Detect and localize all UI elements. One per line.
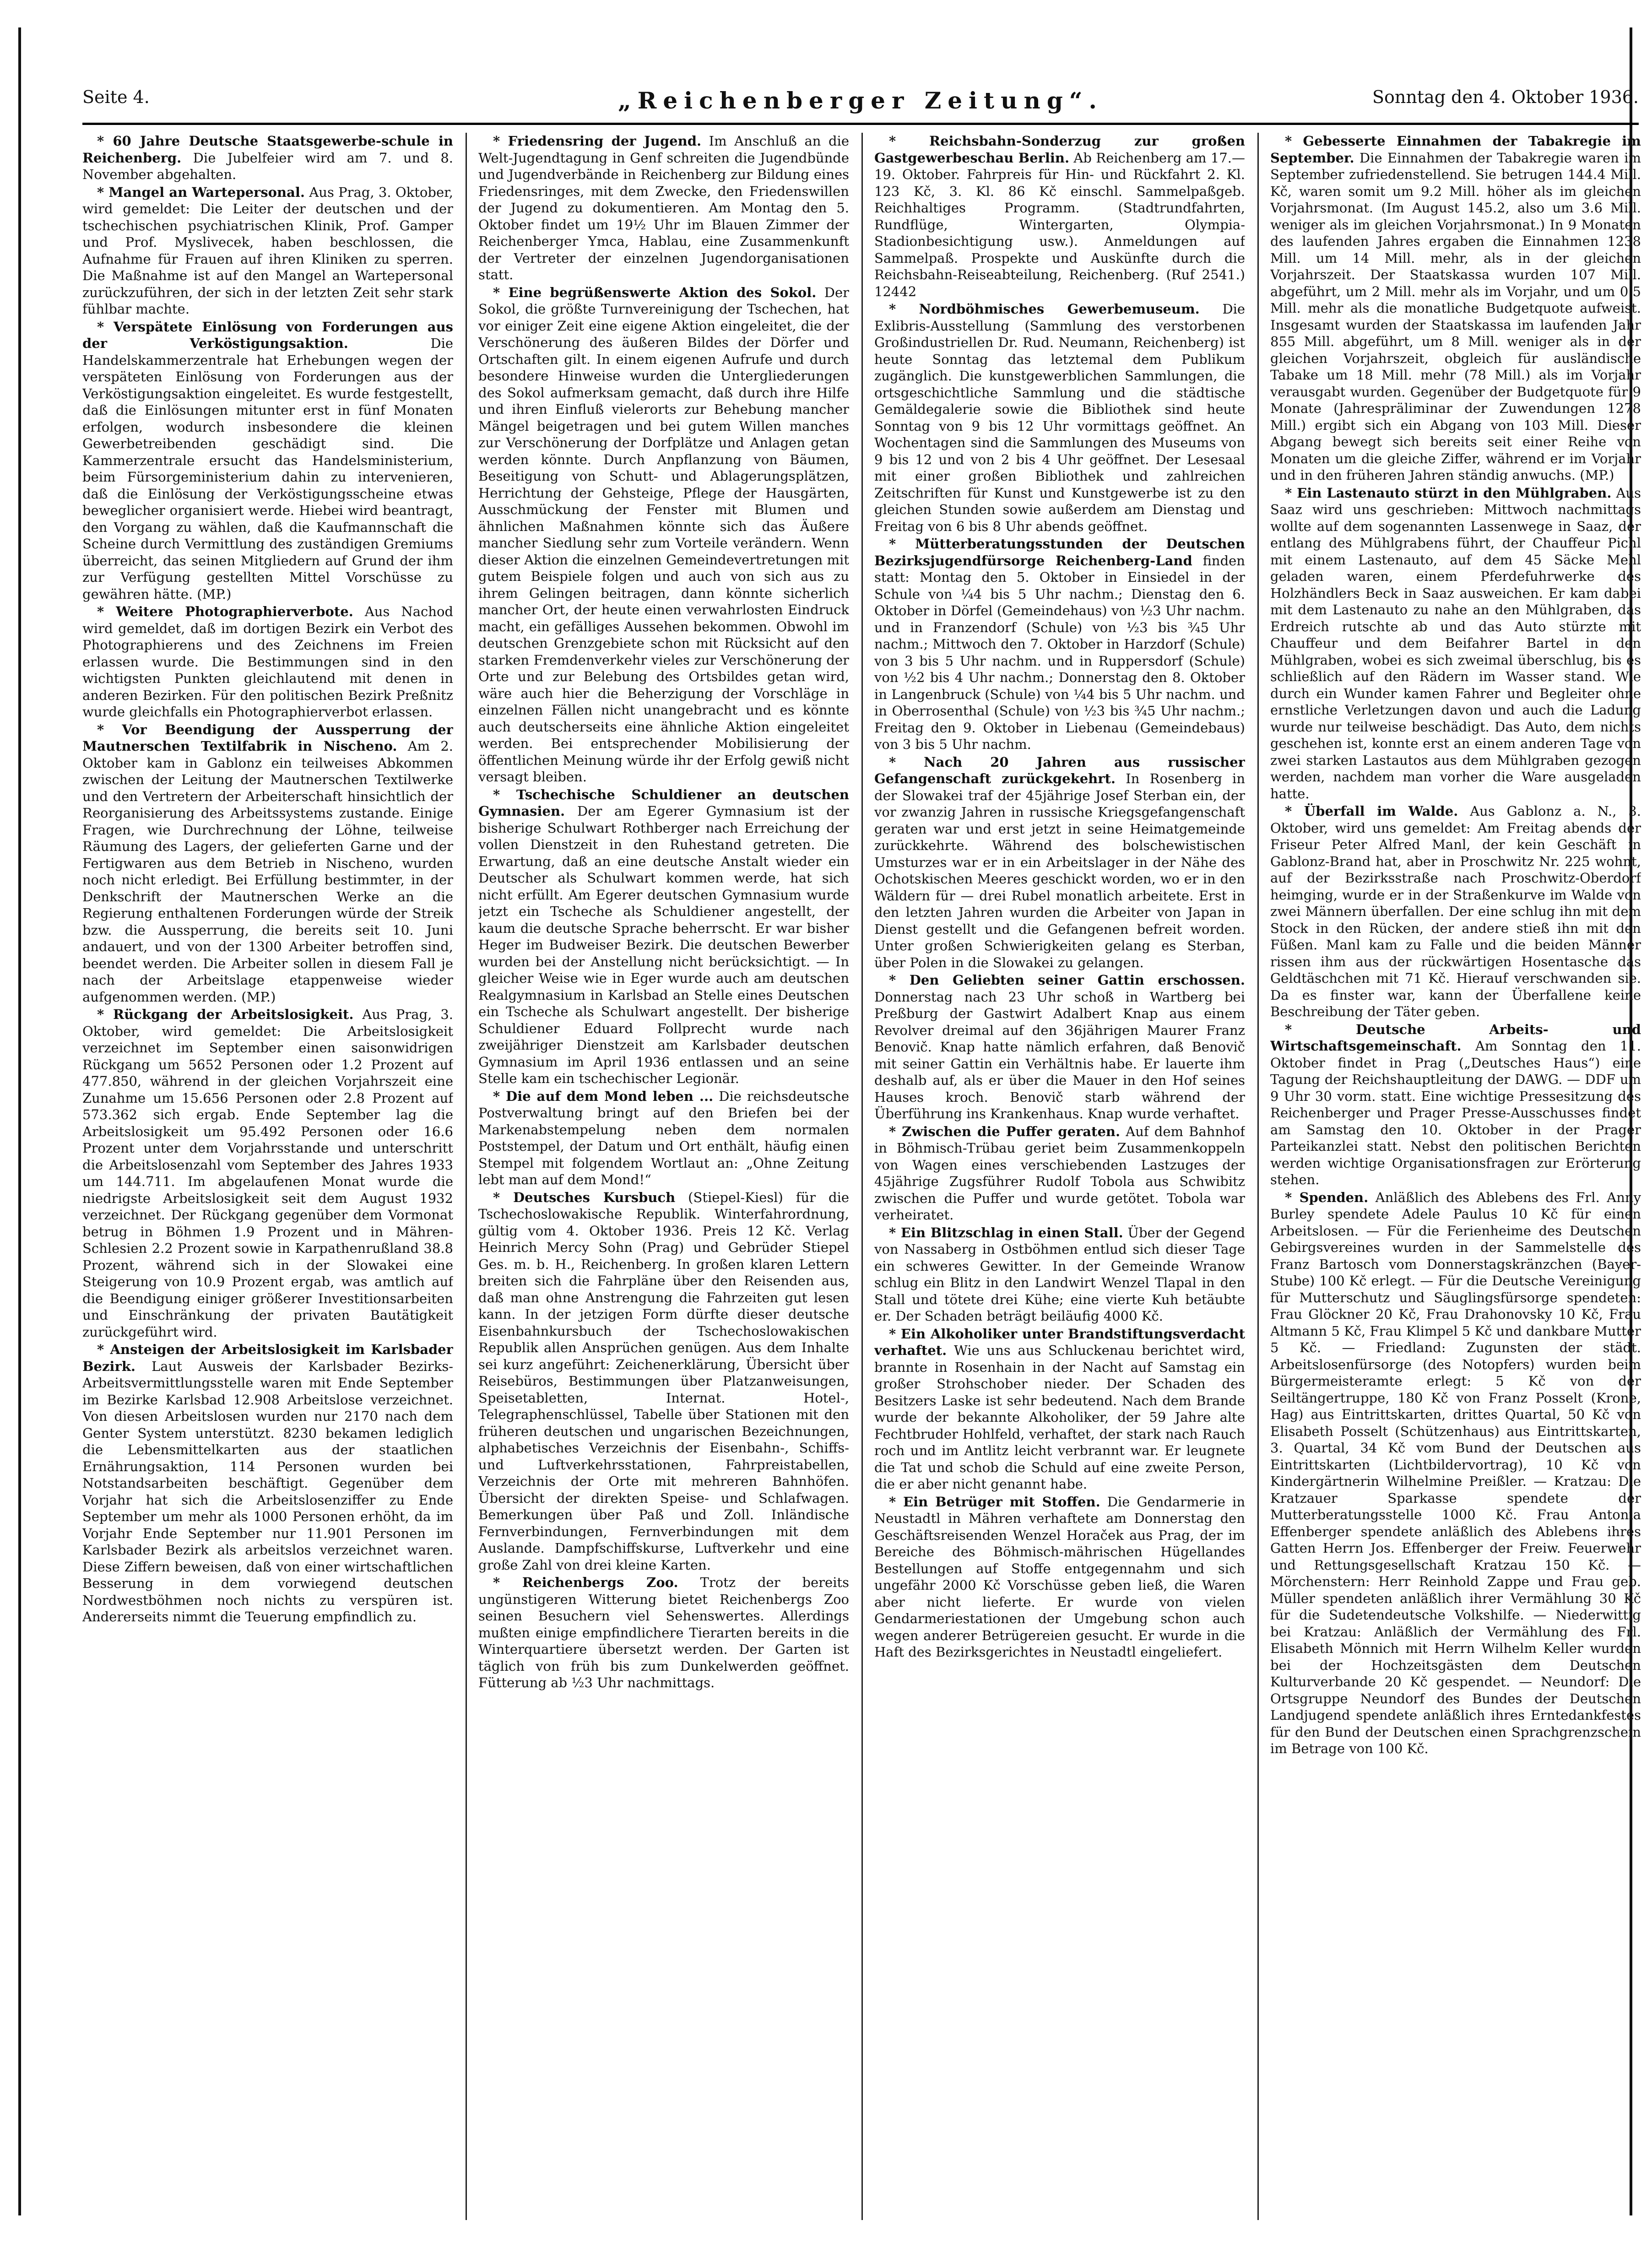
news-article [874,301,1245,535]
article-heading: * Vor Beendigung der Aussperrung der Mautnerschen Textilfabrik in Nischeno. [82,721,453,754]
article-body: finden statt: Montag den 5. Oktober in Einsiedel in der Schule von ¼4 bis 5 Uhr nachm.; Dienstag den 6. Oktober in Dörfel (Gemeindehaus) von ½3 Uhr nachm. und in Franzendorf (Schule) von ½3 bis ¾5 Uhr nachm.; Mittwoch den 7. Oktober in Harzdorf (Schule) von 3 bis 5 Uhr nachm. und in Ruppersdorf (Schule) von ½2 bis 4 Uhr nachm.; Donnerstag den 8. Oktober in Langenbruck (Schule) von ¼4 bis 5 Uhr nachm. und in Oberrosenthal (Schule) von ½3 bis ¾5 Uhr nachm.; Freitag den 9. Oktober in Liebenau (Gemeindebaus) von 3 bis 5 Uhr nachm. [874,552,1245,752]
news-article [1270,133,1641,484]
article-body: Der am Egerer Gymnasium ist der bisherige Schulwart Rothberger nach Erreichung der vollen Dienstzeit in den Ruhestand getreten. Die Erwartung, daß an eine deutsche Anstalt wieder ein Deutscher als Schulwart kommen werde, hat sich nicht erfüllt. Am Egerer deutschen Gymnasium wurde jetzt ein Tscheche als Schuldiener angestellt, der kaum die deutsche Sprache beherrscht. Er war bisher Heger im Budweiser Bezirk. Die deutschen Bewerber wurden bei der Anstellung nicht berücksichtigt. — In gleicher Weise wie in Eger wurde auch am deutschen Realgymnasium in Karlsbad an Stelle eines Deutschen ein Tscheche als Schulwart angestellt. Der bisherige Schuldiener Eduard Follprecht wurde nach zweijähriger Dienstzeit am Karlsbader deutschen Gymnasium im April 1936 entlassen und an seine Stelle kam ein tschechischer Legionär. [478,803,849,1086]
article-body: Auf dem Bahnhof in Böhmisch-Trübau geriet beim Zusammenkoppeln von Wagen eines verschiebenden Lastzuges der 45jährige Zugsführer Rudolf Tobola aus Schwibitz zwischen die Puffer und wurde getötet. Tobola war verheiratet. [874,1123,1245,1223]
column-3 [874,133,1245,2220]
column-area [82,133,1639,2220]
news-article [874,133,1245,300]
article-body: Am Sonntag den 11. Oktober findet in Prag („Deutsches Haus“) eine Tagung der Reichshauptleitung der DAWG. — DDF um 9 Uhr 30 vorm. statt. Eine wichtige Pressesitzung des Reichenberger und Prager Presse-Ausschusses findet am Samstag den 10. Oktober in der Prager Parteikanzlei statt. Nebst den politischen Berichten werden wichtige Organisationsfragen zur Erörterung stehen. [1270,1038,1641,1187]
news-article [874,1326,1245,1493]
article-heading: * Eine begrüßenswerte Aktion des Sokol. [493,284,817,300]
article-heading: * Überfall im Walde. [1285,803,1458,819]
article-heading: * Gebesserte Einnahmen der Tabakregie im September. [1270,133,1641,166]
article-heading: * Ein Betrüger mit Stoffen. [889,1494,1100,1510]
article-body: Im Anschluß an die Welt-Jugendtagung in Genf schreiten die Jugendbünde und Jugendverbände in Reichenberg zur Bildung eines Friedensringes, mit dem Zwecke, den Friedenswillen der Jugend zu dokumentieren. Am Montag den 5. Oktober findet um 19½ Uhr im Blauen Zimmer der Reichenberger Ymca, Hablau, eine Zusammenkunft der Vertreter der einzelnen Jugendorganisationen statt. [478,133,849,282]
column-2 [478,133,849,2220]
article-body: Die Einnahmen der Tabakregie waren im September zufriedenstellend. Sie betrugen 144.4 Mill. Kč, waren somit um 9.2 Mill. höher als im gleichen Vorjahrsmonat. (Im August 145.2, also um 3.6 Mill. weniger als im gleichen Vorjahrsmonat.) In 9 Monaten des laufenden Jahres ergaben die Einnahmen 1238 Mill. um 14 Mill. mehr, als in der gleichen Vorjahrszeit. Der Staatskassa wurden 107 Mill. abgeführt, um 2 Mill. mehr als im Vorjahr, und um 0.5 Mill. mehr als die monatliche Budgetquote aufweist. Insgesamt wurden der Staatskassa im laufenden Jahr 855 Mill. abgeführt, um 8 Mill. weniger als in der gleichen Vorjahrszeit, obgleich für ausländische Tabake um 18 Mill. mehr (78 Mill.) als im Vorjahr verausgabt wurden. Gegenüber der Budgetquote für 9 Monate (Jahrespräliminar der Zuwendungen 1278 Mill.) ergibt sich ein Abgang von 103 Mill. Dieser Abgang bewegt sich bereits seit einer Reihe von Monaten um die gleiche Ziffer, während er im Vorjahr und in den früheren Jahren ständig anwuchs. (MP.) [1270,150,1641,483]
news-article [1270,485,1641,802]
article-heading: * Mangel an Wartepersonal. [97,184,305,200]
article-body: Die Exlibris-Ausstellung (Sammlung des verstorbenen Großindustriellen Dr. Rud. Neumann, Reichenberg) ist heute Sonntag das letztemal dem Publikum zugänglich. Die kunstgewerblichen Sammlungen, die ortsgeschichtliche Sammlung und die städtische Gemäldegalerie sowie die Bibliothek sind heute Sonntag von 9 bis 12 Uhr vormittags geöffnet. An Wochentagen sind die Sammlungen des Museums von 9 bis 12 und von 2 bis 4 Uhr geöffnet. Der Lesesaal mit einer großen Bibliothek und zahlreichen Zeitschriften für Kunst und Kunstgewerbe ist zu den gleichen Stunden sowie außerdem am Dienstag und Freitag von 6 bis 8 Uhr abends geöffnet. [874,301,1245,534]
column-divider [1257,133,1259,2220]
article-body: Aus Prag, 3. Oktober, wird gemeldet: Die Leiter der deutschen und der tschechischen psychiatrischen Klinik, Prof. Gamper und Prof. Myslivecek, haben beschlossen, die Aufnahme für Frauen auf ihren Kliniken zu sperren. Die Maßnahme ist auf den Mangel an Wartepersonal zurückzuführen, der sich in der letzten Zeit sehr stark fühlbar machte. [82,184,453,317]
news-article [478,1189,849,1574]
page-header [82,87,1639,128]
article-heading: * Den Geliebten seiner Gattin erschossen. [889,972,1245,988]
news-article [478,1088,849,1188]
news-article [82,184,453,318]
article-heading: * Deutsche Arbeits- und Wirtschaftsgemeinschaft. [1270,1021,1641,1054]
article-heading: * Mütterberatungsstunden der Deutschen Bezirksjugendfürsorge Reichenberg-Land [874,536,1245,569]
masthead-title: „Reichenberger Zeitung“. [618,87,1103,114]
news-article [478,133,849,283]
news-article [478,1574,849,1691]
article-body: Die Handelskammerzentrale hat Erhebungen wegen der verspäteten Einlösung von Forderungen aus der Verköstigungsaktion eingeleitet. Es wurde festgestellt, daß die Einlösungen mitunter erst in fünf Monaten erfolgen, wodurch insbesondere die kleinen Gewerbetreibenden geschädigt sind. Die Kammerzentrale ersucht das Handelsministerium, beim Fürsorgeministerium dahin zu intervenieren, daß die Einlösung der Verköstigungsscheine etwas beweglicher organisiert werde. Hiebei wird beantragt, den Vorgang zu wählen, daß die Kaufmannschaft die Scheine durch Vermittlung des zuständigen Gremiums überreicht, das seinen Mitgliedern auf Grund der ihm zur Verfügung gestellten Mittel Vorschüsse zu gewähren hätte. (MP.) [82,336,453,602]
article-heading: * Ein Blitzschlag in einen Stall. [889,1224,1123,1240]
article-body: Wie uns aus Schluckenau berichtet wird, brannte in Rosenhain in der Nacht auf Samstag ein großer Strohschober nieder. Der Schaden des Besitzers Laske ist sehr bedeutend. Nach dem Brande wurde der bekannte Alkoholiker, der 59 Jahre alte Fechtbruder Hohlfeld, verhaftet, der stark nach Rauch roch und im Antlitz leicht verbrannt war. Er leugnete die Tat und schob die Schuld auf eine zweite Person, die er aber nicht genannt habe. [874,1343,1245,1492]
column-1 [82,133,453,2220]
article-body: Über der Gegend von Nassaberg in Ostböhmen entlud sich dieser Tage ein schweres Gewitter. In der Gemeinde Wranow schlug ein Blitz in den Landwirt Wenzel Tlapal in den Stall und tötete drei Kühe; eine vierte Kuh betäubte er. Der Schaden beträgt beiläufig 4000 Kč. [874,1224,1245,1324]
page-edge-mark-left [18,27,21,2215]
article-body: Aus Gablonz a. N., 3. Oktober, wird uns gemeldet: Am Freitag abends der Friseur Peter Alfred Manl, der kein Geschäft in Gablonz-Brand hat, aber in Proschwitz Nr. 225 wohnt, auf der Bezirksstraße nach Proschwitz-Oberdorf heimging, wurde er in der Straßenkurve im Walde von zwei Männern überfallen. Der eine schlug ihn mit dem Stock in den Rücken, der andere stieß ihn mit den Füßen. Manl kam zu Falle und die beiden Männer rissen ihm aus der rückwärtigen Hosentasche das Geldtäschchen mit 71 Kč. Hierauf verschwanden sie. Da es finster war, kann der Überfallene keine Beschreibung der Täter geben. [1270,803,1641,1019]
article-body: In Rosenberg in der Slowakei traf der 45jährige Josef Sterban ein, der vor zwanzig Jahren in russische Kriegsgefangenschaft geraten war und erst jetzt in seine Heimatgemeinde zurückkehrte. Während des bolschewistischen Umsturzes war er in ein Arbeitslager in der Nähe des Ochotskischen Meeres geschickt worden, wo er in den Wäldern für — drei Rubel monatlich arbeitete. Erst in den letzten Jahren wurden die Arbeiter von Japan in Dienst gestellt und die Gefangenen befreit worden. Unter großen Schwierigkeiten gelang es Sterban, über Polen in die Slowakei zu gelangen. [874,771,1245,970]
article-body: Ab Reichenberg am 17.—19. Oktober. Fahrpreis für Hin- und Rückfahrt 2. Kl. 123 Kč, 3. Kl. 86 Kč einschl. Sammelpaßgeb. Reichhaltiges Programm. (Stadtrundfahrten, Rundflüge, Wintergarten, Olympia-Stadionbesichtigung usw.). Anmeldungen auf Sammelpaß. Prospekte und Auskünfte durch die Reichsbahn-Reiseabteilung, Reichenberg. (Ruf 2541.) 12442 [874,150,1245,299]
newspaper-page [82,87,1639,2229]
article-body: Die Gendarmerie in Neustadtl in Mähren verhaftete am Donnerstag den Geschäftsreisenden Wenzel Horaček aus Prag, der im Bereiche des Böhmisch-mährischen Hügellandes Bestellungen auf Stoffe entgegennahm und sich ungefähr 2000 Kč Vorschüsse geben ließ, die Waren aber nicht lieferte. Er wurde von vielen Gendarmeriestationen der Umgebung schon auch wegen anderer Betrügereien gesucht. Er wurde in die Haft des Bezirksgerichtes in Neustadtl eingeliefert. [874,1494,1245,1660]
news-article [874,1494,1245,1661]
news-article [1270,1189,1641,1757]
article-heading: * Spenden. [1285,1189,1369,1205]
news-article [82,1006,453,1340]
article-heading: * Weitere Photographierverbote. [97,604,353,619]
news-article [874,536,1245,753]
column-4 [1270,133,1641,2220]
article-heading: * Tschechische Schuldiener an deutschen Gymnasien. [478,786,849,819]
news-article [82,133,453,183]
news-article [82,603,453,720]
article-heading: * Nordböhmisches Gewerbemuseum. [889,301,1200,317]
article-heading: * 60 Jahre Deutsche Staatsgewerbe-schule in Reichenberg. [82,133,453,166]
news-article [82,721,453,1006]
article-heading: * Zwischen die Puffer geraten. [889,1123,1121,1139]
article-body: Die Jubelfeier wird am 7. und 8. November abgehalten. [82,150,453,182]
article-body: Donnerstag nach 23 Uhr schoß in Wartberg bei Preßburg der Gastwirt Adalbert Knap aus einem Revolver dreimal auf den 36jährigen Maurer Franz Benovič. Knap hatte nämlich erfahren, daß Benovič mit seiner Gattin ein Verhältnis habe. Er lauerte ihm deshalb auf, als er über die Mauer in den Hof seines Hauses kroch. Benovič starb während der Überführung ins Krankenhaus. Knap wurde verhaftet. [874,989,1245,1121]
issue-date: Sonntag den 4. Oktober 1936. [1372,87,1639,107]
article-heading: * Ansteigen der Arbeitslosigkeit im Karlsbader Bezirk. [82,1342,453,1374]
article-body: Anläßlich des Ablebens des Frl. Anny Burley spendete Adele Paulus 10 Kč für einen Arbeitslosen. — Für die Ferienheime des Deutschen Gebirgsvereines wurden in der Sammelstelle des Franz Bartosch vom Donnerstagskränzchen (Bayer-Stube) 100 Kč erlegt. — Für die Deutsche Vereinigung für Mutterschutz und Säuglingsfürsorge spendeten: Frau Glöckner 20 Kč, Frau Drahonovsky 10 Kč, Frau Altmann 5 Kč, Frau Klimpel 5 Kč und dankbare Mutter 5 Kč. — Friedland: Zugunsten der städt. Arbeitslosenfürsorge (des Notopfers) wurden beim Bürgermeisteramte erlegt: 5 Kč von der Seiltängertruppe, 180 Kč von Franz Posselt (Krone, Hag) aus Eintrittskarten, drittes Quartal, 50 Kč von Elisabeth Posselt (Schützenhaus) aus Eintrittskarten, 3. Quartal, 34 Kč vom Bund der Deutschen aus Eintrittskarten (Lichtbildervortrag), 10 Kč von Kindergärtnerin Wilhelmine Preißler. — Kratzau: Die Kratzauer Sparkasse spendete der Mutterberatungsstelle 1000 Kč. Frau Antonia Effenberger spendete anläßlich des Ablebens ihres Gatten Herrn Jos. Effenberger der Freiw. Feuerwehr und Rettungsgesellschaft Kratzau 150 Kč. — Mörchenstern: Herr Reinhold Zappe und Frau geb. Müller spendeten anläßlich ihrer Vermählung 30 Kč für die Sudetendeutsche Volkshilfe. — Niederwittig bei Kratzau: Anläßlich der Vermählung des Frl. Elisabeth Mönnich mit Herrn Wilhelm Keller wurden bei der Hochzeitsgästen dem Deutschen Kulturverbande 20 Kč gespendet. — Neundorf: Die Ortsgruppe Neundorf des Bundes der Deutschen Landjugend spendete anläßlich ihres Erntedankfestes für den Bund der Deutschen einen Sprachgrenzschein im Betrage von 100 Kč. [1270,1189,1641,1756]
article-body: Laut Ausweis der Karlsbader Bezirks-Arbeitsvermittlungsstelle waren mit Ende September im Bezirke Karlsbad 12.908 Arbeitslose verzeichnet. Von diesen Arbeitslosen wurden nur 2170 nach dem Genter System unterstützt. 8230 bekamen lediglich die Lebensmittelkarten aus der staatlichen Ernährungsaktion, 114 Personen wurden bei Notstandsarbeiten beschäftigt. Gegenüber dem Vorjahr hat sich die Arbeitslosenziffer zu Ende September um mehr als 1000 Personen erhöht, da im Vorjahr Ende September nur 11.901 Personen im Karlsbader Bezirk als arbeitslos verzeichnet waren. Diese Ziffern beweisen, daß von einer wirtschaftlichen Besserung in dem vorwiegend deutschen Nordwestböhmen noch nichts zu verspüren ist. Andererseits nimmt die Teuerung empfindlich zu. [82,1358,453,1625]
article-body: Aus Saaz wird uns geschrieben: Mittwoch nachmittags wollte auf dem sogenannten Lassenwege in Saaz, der entlang des Mühlgrabens führt, der Chauffeur Pichl mit einem Lastenauto, auf dem 45 Säcke Mehl geladen waren, einem Pferdefuhrwerke des Holzhändlers Beck in Saaz ausweichen. Er kam dabei mit dem Lastenauto zu nahe an den Mühlgraben, das Erdreich rutschte ab und das Auto stürzte mit Chauffeur und dem Beifahrer Bartel in den Mühlgraben, wobei es sich zweimal überschlug, bis es schließlich auf den Rädern im Wasser stand. Wie durch ein Wunder kamen Fahrer und Begleiter ohne ernstliche Verletzungen davon und auch die Ladung wurde nur teilweise beschädigt. Das Auto, dem nichts geschehen ist, konnte erst an einem anderen Tage von zwei starken Lastautos aus dem Mühlgraben gezogen werden, nachdem man vorher die Ware ausgeladen hatte. [1270,485,1641,802]
article-heading: * Die auf dem Mond leben ... [493,1088,714,1104]
article-heading: * Reichsbahn-Sonderzug zur großen Gastgewerbeschau Berlin. [874,133,1245,166]
news-article [82,319,453,603]
article-heading: * Rückgang der Arbeitslosigkeit. [97,1007,354,1022]
article-body: Aus Nachod wird gemeldet, daß im dortigen Bezirk ein Verbot des Photographierens und des Zeichnens im Freien erlassen wurde. Die Bestimmungen sind in den wichtigsten Punkten gleichlautend mit denen in anderen Bezirken. Für den politischen Bezirk Preßnitz wurde gleichfalls ein Photographierverbot erlassen. [82,604,453,720]
article-body: Am 2. Oktober kam in Gablonz ein teilweises Abkommen zwischen der Leitung der Mautnerschen Textilwerke und den Vertretern der Arbeiterschaft hinsichtlich der Reorganisierung des Arbeitssystems zustande. Einige Fragen, wie Durchrechnung der Löhne, teilweise Räumung des Lagers, der gelieferten Garne und der Fertigwaren aus dem Betrieb in Nischeno, wurden noch nicht erledigt. Bei Erfüllung bestimmter, in der Denkschrift der Mautnerschen Werke an die Regierung enthaltenen Forderungen würde der Streik bzw. die Aussperrung, die bereits seit 10. Juni andauert, und von der 1300 Arbeiter betroffen sind, beendet werden. Die Arbeiter sollen in diesem Fall je nach der Arbeitslage etappenweise wieder aufgenommen werden. (MP.) [82,738,453,1005]
news-article [478,284,849,785]
news-article [82,1341,453,1625]
news-article [478,786,849,1087]
news-article [1270,803,1641,1020]
page-number: Seite 4. [82,87,150,107]
article-heading: * Nach 20 Jahren aus russischer Gefangenschaft zurückgekehrt. [874,754,1245,786]
article-heading: * Ein Lastenauto stürzt in den Mühlgraben. [1285,485,1612,501]
news-article [874,754,1245,971]
news-article [874,1123,1245,1224]
column-divider [861,133,863,2220]
article-heading: * Reichenbergs Zoo. [493,1575,678,1590]
article-body: (Stiepel-Kiesl) für die Tschechoslowakische Republik. Winterfahrordnung, gültig vom 4. Oktober 1936. Preis 12 Kč. Verlag Heinrich Mercy Sohn (Prag) und Gebrüder Stiepel Ges. m. b. H., Reichenberg. In großen klaren Lettern breiten sich die Fahrpläne über den Reisenden aus, daß man ohne Anstrengung die Fahrzeiten gut lesen kann. In der jetzigen Form dürfte dieser deutsche Eisenbahnkursbuch der Tschechoslowakischen Republik allen Ansprüchen genügen. Aus dem Inhalte sei kurz angeführt: Zeichenerklärung, Übersicht über Reisebüros, Bestimmungen über Platzanweisungen, Speisetabletten, Internat. Hotel-, Telegraphenschlüssel, Tabelle über Stationen mit den früheren deutschen und ungarischen Bezeichnungen, alphabetisches Verzeichnis der Eisenbahn-, Schiffs- und Luftverkehrsstationen, Fahrpreistabellen, Verzeichnis der Orte mit mehreren Bahnhöfen. Übersicht der direkten Speise- und Schlafwagen. Bemerkungen über Paß und Zoll. Inländische Fernverbindungen, Fernverbindungen mit dem Auslande. Dampfschiffskurse, Luftverkehr und eine große Zahl von drei kleine Karten. [478,1189,849,1573]
article-heading: * Verspätete Einlösung von Forderungen aus der Verköstigungsaktion. [82,319,453,351]
news-article [1270,1021,1641,1188]
header-rule [82,123,1639,125]
article-body: Die reichsdeutsche Postverwaltung bringt auf den Briefen bei der Markenabstempelung neben dem normalen Poststempel, der Datum und Ort enthält, häufig einen Stempel mit folgendem Wortlaut an: „Ohne Zeitung lebt man auf dem Mond!“ [478,1088,849,1187]
column-divider [466,133,467,2220]
article-heading: * Friedensring der Jugend. [493,133,702,149]
article-body: Aus Prag, 3. Oktober, wird gemeldet: Die Arbeitslosigkeit verzeichnet im September einen saisonwidrigen Rückgang um 5652 Personen oder 1.2 Prozent auf 477.850, während in der gleichen Vorjahrszeit eine Zunahme um 15.656 Personen oder 2.8 Prozent auf 573.362 sich ergab. Ende September lag die Arbeitslosigkeit um 95.492 Personen oder 16.6 Prozent unter dem Vorjahrsstande und unterschritt die Arbeitslosenzahl vom September des Jahres 1933 um 144.711. Im abgelaufenen Monat wurde die niedrigste Arbeitslosigkeit seit dem August 1932 verzeichnet. Der Rückgang gegenüber dem Vormonat betrug in Böhmen 1.9 Prozent und in Mähren-Schlesien 2.2 Prozent sowie in Karpathenrußland 38.8 Prozent, während sich in der Slowakei eine Steigerung von 10.9 Prozent ergab, was amtlich auf die Beendigung einiger größerer Investitionsarbeiten und Einschränkung der privaten Bautätigkeit zurückgeführt wird. [82,1007,453,1340]
article-heading: * Ein Alkoholiker unter Brandstiftungsverdacht verhaftet. [874,1326,1245,1358]
news-article [874,972,1245,1122]
article-heading: * Deutsches Kursbuch [493,1189,676,1205]
news-article [874,1224,1245,1325]
article-body: Der Sokol, die größte Turnvereinigung der Tschechen, hat vor einiger Zeit eine eigene Aktion eingeleitet, die der Verschönerung des äußeren Bildes der Dörfer und Ortschaften gilt. In einem eigenen Aufrufe und durch besondere Hinweise wurden die Untergliederungen des Sokol aufmerksam gemacht, daß durch ihre Hilfe und ihren Einfluß vielerorts zur Behebung mancher Mängel beigetragen und bei gutem Willen manches zur Verschönerung der Dorfplätze und Anlagen getan werden könnte. Durch Anpflanzung von Bäumen, Beseitigung von Schutt- und Ablagerungsplätzen, Herrichtung der Gehsteige, Pflege der Hausgärten, Ausschmückung der Fenster mit Blumen und ähnlichen Maßnahmen könnte sich das Äußere mancher Siedlung sehr zum Vorteile verändern. Wenn dieser Aktion die einzelnen Gemeindevertretungen mit gutem Beispiele folgen und auch von sich aus zu ihrem Gelingen beitragen, dann könnte sicherlich mancher Ort, der heute einen verwahrlosten Eindruck macht, ein gefälliges Aussehen bekommen. Obwohl im deutschen Grenzgebiete schon mit Rücksicht auf den starken Fremdenverkehr vieles zur Verschönerung der Orte und zur Belebung des Ortsbildes getan wird, wäre auch hier die Beherzigung der Vorschläge in einzelnen Fällen nicht unangebracht und es könnte auch deutscherseits eine ähnliche Aktion eingeleitet werden. Bei entsprechender Mobilisierung der öffentlichen Meinung würde ihr der Erfolg gewiß nicht versagt bleiben. [478,284,849,785]
article-body: Trotz der bereits ungünstigeren Witterung bietet Reichenbergs Zoo seinen Besuchern viel Sehenswertes. Allerdings mußten einige empfindlichere Tierarten bereits in die Winterquartiere übersetzt werden. Der Garten ist täglich von früh bis zum Dunkelwerden geöffnet. Fütterung ab ½3 Uhr nachmittags. [478,1575,849,1690]
